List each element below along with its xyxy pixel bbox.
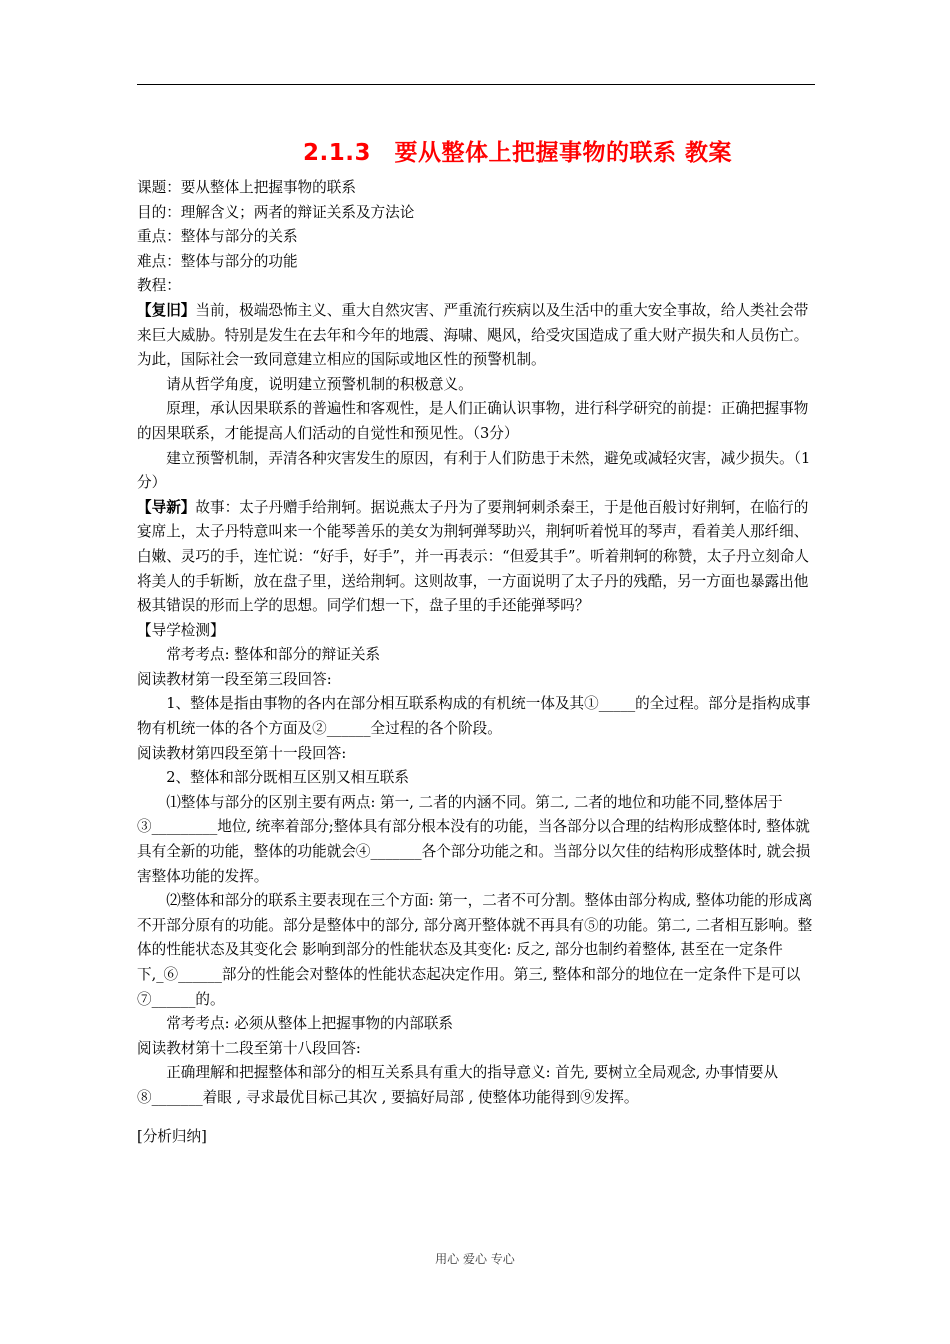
review-answer-1: 原理，承认因果联系的普遍性和客观性，是人们正确认识事物，进行科学研究的前提：正确把握事物的因果联系，才能提高人们活动的自觉性和预见性。（3分） (137, 400, 809, 442)
check-read-3: 阅读教材第十二段至第十八段回答: (137, 1039, 361, 1057)
intro-paragraph (137, 496, 817, 619)
check-point-1: 常考考点: 整体和部分的辩证关系 (166, 646, 381, 664)
check-question-3: 正确理解和把握整体和部分的相互关系具有重大的指导意义: 首先, 要树立全局观念, 办事情要从⑧_______着眼 , 寻求最优目标己其次 , 要搞好局部 , 使整体功能得到⑨发挥。 (137, 1064, 779, 1106)
meta-process: 教程： (137, 277, 181, 295)
meta-difficulty: 难点：整体与部分的功能 (137, 252, 298, 270)
meta-topic: 课题：要从整体上把握事物的联系 (137, 179, 356, 196)
review-tag: 【复旧】 (137, 301, 196, 319)
check-question-2: 2、整体和部分既相互区别又相互联系 (166, 769, 409, 787)
check-read-2: 阅读教材第四段至第十一段回答: (137, 744, 347, 762)
intro-tag: 【导新】 (137, 498, 196, 516)
header-rule (137, 84, 815, 85)
check-read-1: 阅读教材第一段至第三段回答: (137, 670, 332, 688)
check-question-2b: ⑵整体和部分的联系主要表现在三个方面: 第一，二者不可分割。整体由部分构成, 整体功能的形成离不开部分原有的功能。部分是整体中的部分, 部分离开整体就不再具有⑤的功能。第二, 二者相互影响。整体的性能状态及其变化会 影响到部分的性能状态及其变化: 反之, 部分也制约着整体, 甚至在一定条件下,_⑥______部分的性能会对整体的性能状态起决定作用。第三, 整体和部分的地位在一定条件下是可以⑦______的。 (137, 892, 813, 1008)
check-point-2: 常考考点: 必须从整体上把握事物的内部联系 (166, 1015, 454, 1033)
review-question: 请从哲学角度，说明建立预警机制的积极意义。 (166, 375, 473, 393)
check-question-1: 1、整体是指由事物的各内在部分相互联系构成的有机统一体及其①_____的全过程。部分是指构成事物有机统一体的各个方面及②______全过程的各个阶段。 (137, 695, 811, 738)
page-title: 2.1.3 要从整体上把握事物的联系 教案 (303, 140, 732, 166)
review-answer-2: 建立预警机制，弄清各种灾害发生的原因，有利于人们防患于未然，避免或减轻灾害，减少损失。（1分） (137, 449, 811, 492)
review-paragraph (137, 299, 817, 373)
review-text: 当前，极端恐怖主义、重大自然灾害、严重流行疾病以及生活中的重大安全事故，给人类社会带来巨大威胁。特别是发生在去年和今年的地震、海啸、飓风，给受灾国造成了重大财产损失和人员伤亡。为此，国际社会一致同意建立相应的国际或地区性的预警机制。 (137, 301, 809, 369)
intro-text: 故事：太子丹赠手给荆轲。据说燕太子丹为了要荆轲刺杀秦王，于是他百般讨好荆轲，在临行的宴席上，太子丹特意叫来一个能琴善乐的美女为荆轲弹琴助兴，荆轲听着悦耳的琴声，看着美人那纤细、白嫩、灵巧的手，连忙说：“好手，好手”，并一再表示：“但爱其手”。听着荆轲的称赞，太子丹立刻命人将美人的手斩断，放在盘子里，送给荆轲。这则故事，一方面说明了太子丹的残酷，另一方面也暴露出他极其错误的形而上学的思想。同学们想一下，盘子里的手还能弹琴吗？ (137, 498, 809, 615)
meta-goal: 目的：理解含义；两者的辩证关系及方法论 (137, 203, 415, 221)
document-body (137, 176, 817, 1149)
meta-key: 重点：整体与部分的关系 (137, 228, 298, 246)
page-footer: 用心 爱心 专心 (435, 1252, 515, 1266)
check-question-2a: ⑴整体与部分的区别主要有两点: 第一, 二者的内涵不同。第二, 二者的地位和功能不同,整体居于③_________地位, 统率着部分;整体具有部分根本没有的功能，当各部分以合理的结构形成整体时, 整体就具有全新的功能，整体的功能就会④_______各个部分功能之和。当部分以欠佳的结构形成整体时, 就会损害整体功能的发挥。 (137, 793, 811, 885)
check-heading: 【导学检测】 (137, 621, 225, 639)
summary-heading: [分析归纳] (137, 1127, 207, 1145)
